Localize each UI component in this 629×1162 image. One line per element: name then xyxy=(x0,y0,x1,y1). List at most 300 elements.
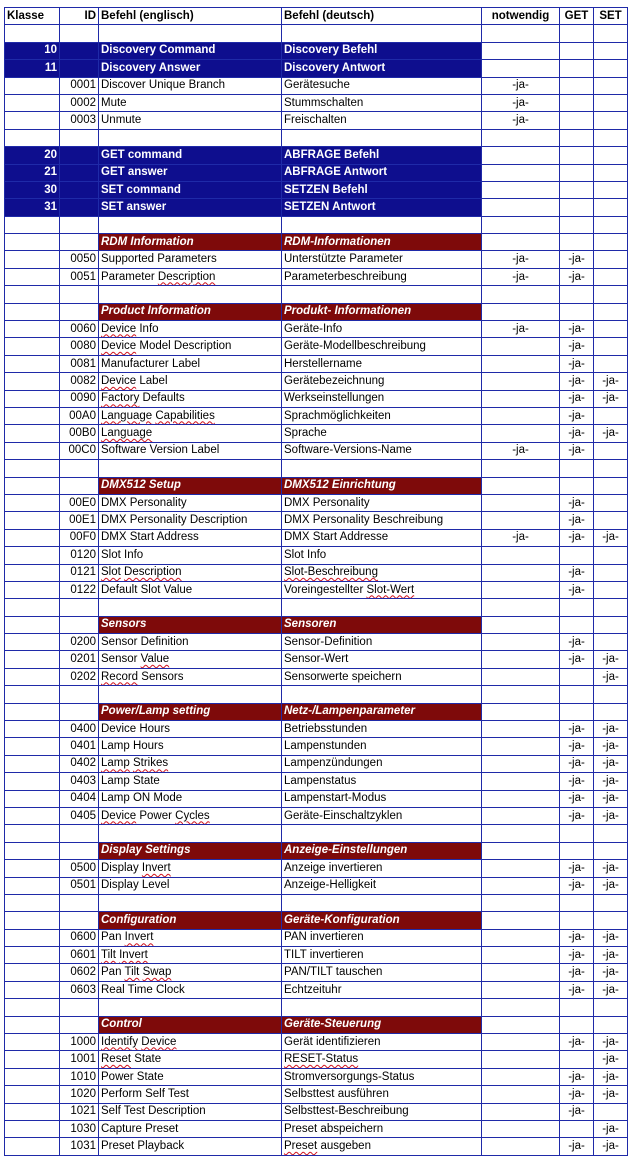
get-cell xyxy=(560,1016,594,1033)
befehl-deutsch-cell: Sensorwerte speichern xyxy=(282,668,482,685)
befehl-deutsch-cell: Geräte-Einschaltzyklen xyxy=(282,807,482,824)
befehl-deutsch-cell xyxy=(282,825,482,842)
befehl-englisch-cell xyxy=(99,686,282,703)
befehl-englisch-cell: Preset Playback xyxy=(99,1138,282,1155)
table-row xyxy=(5,94,628,111)
set-cell xyxy=(594,251,628,268)
notwendig-cell xyxy=(482,512,560,529)
id-cell: 0003 xyxy=(60,112,99,129)
id-cell: 0401 xyxy=(60,738,99,755)
spellcheck-word: Strikes xyxy=(132,757,169,770)
befehl-deutsch-cell: Anzeige-Einstellungen xyxy=(282,842,482,859)
befehl-englisch-cell: Discovery Command xyxy=(99,42,282,59)
spacer-row xyxy=(5,286,628,303)
set-cell: -ja- xyxy=(594,1138,628,1155)
notwendig-cell xyxy=(482,147,560,164)
id-cell: 0404 xyxy=(60,790,99,807)
id-cell: 1001 xyxy=(60,1051,99,1068)
get-cell: -ja- xyxy=(560,494,594,511)
id-cell xyxy=(60,147,99,164)
spellcheck-word: Reset xyxy=(101,1053,132,1066)
klasse-cell xyxy=(5,268,60,285)
set-cell xyxy=(594,1103,628,1120)
id-cell: 0050 xyxy=(60,251,99,268)
befehl-englisch-cell: RDM Information xyxy=(99,234,282,251)
befehl-englisch-cell: Device Model Description xyxy=(99,338,282,355)
befehl-englisch-cell xyxy=(99,425,282,442)
befehl-deutsch-cell xyxy=(282,216,482,233)
set-cell: -ja- xyxy=(594,755,628,772)
set-cell: -ja- xyxy=(594,738,628,755)
klasse-cell xyxy=(5,425,60,442)
table-row xyxy=(5,425,628,442)
befehl-englisch-cell xyxy=(99,947,282,964)
befehl-englisch-cell: SET command xyxy=(99,181,282,198)
get-cell xyxy=(560,164,594,181)
get-cell xyxy=(560,25,594,42)
befehl-englisch-cell xyxy=(99,460,282,477)
id-cell: 0200 xyxy=(60,634,99,651)
befehl-deutsch-cell: Selbsttest-Beschreibung xyxy=(282,1103,482,1120)
id-cell: 0403 xyxy=(60,773,99,790)
klasse-cell xyxy=(5,129,60,146)
klasse-cell xyxy=(5,25,60,42)
set-cell: -ja- xyxy=(594,981,628,998)
klasse-cell xyxy=(5,599,60,616)
notwendig-cell xyxy=(482,634,560,651)
table-row xyxy=(5,1034,628,1051)
message-class-row xyxy=(5,42,628,59)
befehl-englisch-cell: DMX Start Address xyxy=(99,529,282,546)
get-cell xyxy=(560,477,594,494)
befehl-englisch-cell: Discovery Answer xyxy=(99,60,282,77)
befehl-deutsch-cell: RDM-Informationen xyxy=(282,234,482,251)
notwendig-cell xyxy=(482,460,560,477)
notwendig-cell xyxy=(482,303,560,320)
id-cell: 0601 xyxy=(60,947,99,964)
klasse-cell xyxy=(5,773,60,790)
table-row xyxy=(5,564,628,581)
id-cell: 1021 xyxy=(60,1103,99,1120)
set-cell xyxy=(594,407,628,424)
notwendig-cell xyxy=(482,755,560,772)
befehl-englisch-cell xyxy=(99,216,282,233)
klasse-cell: 20 xyxy=(5,147,60,164)
befehl-deutsch-cell: Sprachmöglichkeiten xyxy=(282,407,482,424)
get-cell: -ja- xyxy=(560,321,594,338)
befehl-deutsch-cell: Gerätebezeichnung xyxy=(282,373,482,390)
notwendig-cell xyxy=(482,25,560,42)
id-cell: 0603 xyxy=(60,981,99,998)
befehl-englisch-cell: Device Power Cycles xyxy=(99,807,282,824)
spellcheck-word: Language xyxy=(101,427,153,440)
get-cell: -ja- xyxy=(560,251,594,268)
befehl-englisch-cell: Product Information xyxy=(99,303,282,320)
spacer-row xyxy=(5,999,628,1016)
id-cell: 1000 xyxy=(60,1034,99,1051)
befehl-deutsch-cell: Netz-/Lampenparameter xyxy=(282,703,482,720)
befehl-englisch-cell: Sensor Value xyxy=(99,651,282,668)
notwendig-cell xyxy=(482,825,560,842)
klasse-cell xyxy=(5,912,60,929)
set-cell xyxy=(594,338,628,355)
klasse-cell xyxy=(5,1121,60,1138)
klasse-cell xyxy=(5,738,60,755)
klasse-cell xyxy=(5,460,60,477)
set-cell: -ja- xyxy=(594,964,628,981)
get-cell: -ja- xyxy=(560,947,594,964)
header-notwendig: notwendig xyxy=(482,8,560,25)
befehl-englisch-cell: Unmute xyxy=(99,112,282,129)
id-cell xyxy=(60,164,99,181)
get-cell: -ja- xyxy=(560,738,594,755)
notwendig-cell xyxy=(482,338,560,355)
befehl-deutsch-cell: Werkseinstellungen xyxy=(282,390,482,407)
befehl-deutsch-cell: Anzeige invertieren xyxy=(282,860,482,877)
befehl-englisch-cell xyxy=(99,755,282,772)
get-cell: -ja- xyxy=(560,860,594,877)
id-cell: 00A0 xyxy=(60,407,99,424)
spellcheck-word: Device xyxy=(101,322,137,335)
set-cell xyxy=(594,94,628,111)
klasse-cell xyxy=(5,286,60,303)
id-cell: 1010 xyxy=(60,1068,99,1085)
id-cell xyxy=(60,703,99,720)
id-cell: 0001 xyxy=(60,77,99,94)
table-row xyxy=(5,877,628,894)
table-row xyxy=(5,529,628,546)
notwendig-cell xyxy=(482,1016,560,1033)
table-row xyxy=(5,651,628,668)
notwendig-cell: -ja- xyxy=(482,77,560,94)
befehl-deutsch-cell xyxy=(282,894,482,911)
header-get: GET xyxy=(560,8,594,25)
klasse-cell xyxy=(5,564,60,581)
id-cell xyxy=(60,599,99,616)
get-cell xyxy=(560,216,594,233)
id-cell: 0002 xyxy=(60,94,99,111)
table-row xyxy=(5,407,628,424)
notwendig-cell xyxy=(482,547,560,564)
set-cell xyxy=(594,112,628,129)
set-cell xyxy=(594,303,628,320)
befehl-englisch-cell: GET command xyxy=(99,147,282,164)
spellcheck-word: Language xyxy=(101,409,153,422)
table-row xyxy=(5,773,628,790)
notwendig-cell xyxy=(482,1051,560,1068)
set-cell xyxy=(594,355,628,372)
id-cell xyxy=(60,1016,99,1033)
set-cell xyxy=(594,999,628,1016)
klasse-cell xyxy=(5,1086,60,1103)
klasse-cell xyxy=(5,251,60,268)
header-row xyxy=(5,8,628,25)
id-cell: 0051 xyxy=(60,268,99,285)
spellcheck-word: Device xyxy=(101,809,137,822)
notwendig-cell xyxy=(482,60,560,77)
klasse-cell xyxy=(5,112,60,129)
notwendig-cell xyxy=(482,234,560,251)
table-row xyxy=(5,755,628,772)
table-row xyxy=(5,547,628,564)
id-cell xyxy=(60,825,99,842)
set-cell xyxy=(594,25,628,42)
befehl-deutsch-cell: Lampenstart-Modus xyxy=(282,790,482,807)
id-cell xyxy=(60,25,99,42)
notwendig-cell xyxy=(482,616,560,633)
get-cell: -ja- xyxy=(560,807,594,824)
befehl-deutsch-cell: Software-Versions-Name xyxy=(282,442,482,459)
table-row xyxy=(5,929,628,946)
befehl-deutsch-cell: PAN/TILT tauschen xyxy=(282,964,482,981)
notwendig-cell xyxy=(482,42,560,59)
notwendig-cell xyxy=(482,981,560,998)
get-cell: -ja- xyxy=(560,442,594,459)
id-cell xyxy=(60,894,99,911)
notwendig-cell: -ja- xyxy=(482,442,560,459)
befehl-englisch-cell: DMX512 Setup xyxy=(99,477,282,494)
table-row xyxy=(5,738,628,755)
befehl-deutsch-cell: Geräte-Modellbeschreibung xyxy=(282,338,482,355)
id-cell: 0602 xyxy=(60,964,99,981)
befehl-englisch-cell: Software Version Label xyxy=(99,442,282,459)
id-cell xyxy=(60,216,99,233)
notwendig-cell xyxy=(482,686,560,703)
befehl-englisch-cell: Parameter Description xyxy=(99,268,282,285)
notwendig-cell xyxy=(482,181,560,198)
spellcheck-word: Device xyxy=(101,340,137,353)
table-row xyxy=(5,77,628,94)
befehl-deutsch-cell: Lampenzündungen xyxy=(282,755,482,772)
notwendig-cell: -ja- xyxy=(482,321,560,338)
get-cell xyxy=(560,147,594,164)
befehl-deutsch-cell xyxy=(282,564,482,581)
befehl-deutsch-cell: Produkt- Informationen xyxy=(282,303,482,320)
table-row xyxy=(5,355,628,372)
section-header-row xyxy=(5,1016,628,1033)
notwendig-cell xyxy=(482,164,560,181)
befehl-deutsch-cell: Lampenstunden xyxy=(282,738,482,755)
klasse-cell xyxy=(5,442,60,459)
get-cell: -ja- xyxy=(560,1103,594,1120)
id-cell: 0060 xyxy=(60,321,99,338)
befehl-englisch-cell: DMX Personality xyxy=(99,494,282,511)
spellcheck-word: Tilt xyxy=(124,966,140,979)
spellcheck-word: Capabilities xyxy=(155,409,215,422)
get-cell xyxy=(560,234,594,251)
notwendig-cell xyxy=(482,494,560,511)
notwendig-cell xyxy=(482,129,560,146)
notwendig-cell xyxy=(482,721,560,738)
notwendig-cell xyxy=(482,581,560,598)
table-row xyxy=(5,668,628,685)
id-cell: 0600 xyxy=(60,929,99,946)
table-row xyxy=(5,721,628,738)
befehl-englisch-cell: Supported Parameters xyxy=(99,251,282,268)
get-cell: -ja- xyxy=(560,1138,594,1155)
befehl-deutsch-cell: Unterstützte Parameter xyxy=(282,251,482,268)
get-cell: -ja- xyxy=(560,964,594,981)
befehl-deutsch-cell: Discovery Antwort xyxy=(282,60,482,77)
table-row xyxy=(5,251,628,268)
id-cell: 1020 xyxy=(60,1086,99,1103)
id-cell: 00C0 xyxy=(60,442,99,459)
klasse-cell xyxy=(5,790,60,807)
command-table xyxy=(4,7,628,1156)
klasse-cell xyxy=(5,529,60,546)
id-cell xyxy=(60,181,99,198)
table-row xyxy=(5,321,628,338)
spellcheck-word: Slot xyxy=(101,566,121,579)
klasse-cell xyxy=(5,807,60,824)
befehl-deutsch-cell: Geräte-Info xyxy=(282,321,482,338)
klasse-cell: 30 xyxy=(5,181,60,198)
get-cell xyxy=(560,94,594,111)
befehl-deutsch-cell: Echtzeituhr xyxy=(282,981,482,998)
spacer-row xyxy=(5,25,628,42)
befehl-englisch-cell: Reset State xyxy=(99,1051,282,1068)
get-cell: -ja- xyxy=(560,755,594,772)
klasse-cell xyxy=(5,999,60,1016)
befehl-deutsch-cell: Selbsttest ausführen xyxy=(282,1086,482,1103)
klasse-cell xyxy=(5,581,60,598)
set-cell xyxy=(594,129,628,146)
get-cell xyxy=(560,703,594,720)
spellcheck-word: Lamp xyxy=(101,757,130,770)
get-cell xyxy=(560,616,594,633)
klasse-cell xyxy=(5,721,60,738)
header-klasse: Klasse xyxy=(5,8,60,25)
section-header-row xyxy=(5,842,628,859)
id-cell xyxy=(60,999,99,1016)
spellcheck-word: RESET-Status xyxy=(284,1053,359,1066)
notwendig-cell xyxy=(482,199,560,216)
notwendig-cell xyxy=(482,1034,560,1051)
befehl-englisch-cell: Discover Unique Branch xyxy=(99,77,282,94)
set-cell: -ja- xyxy=(594,929,628,946)
set-cell: -ja- xyxy=(594,947,628,964)
get-cell: -ja- xyxy=(560,721,594,738)
set-cell: -ja- xyxy=(594,668,628,685)
spellcheck-word: Record xyxy=(101,670,139,683)
notwendig-cell xyxy=(482,355,560,372)
get-cell xyxy=(560,460,594,477)
id-cell: 0120 xyxy=(60,547,99,564)
get-cell xyxy=(560,547,594,564)
notwendig-cell xyxy=(482,668,560,685)
befehl-englisch-cell: Sensor Definition xyxy=(99,634,282,651)
id-cell xyxy=(60,460,99,477)
klasse-cell: 11 xyxy=(5,60,60,77)
befehl-englisch-cell xyxy=(99,286,282,303)
befehl-deutsch-cell: DMX Personality xyxy=(282,494,482,511)
klasse-cell xyxy=(5,1068,60,1085)
notwendig-cell xyxy=(482,773,560,790)
table-row xyxy=(5,373,628,390)
notwendig-cell xyxy=(482,373,560,390)
klasse-cell xyxy=(5,842,60,859)
notwendig-cell xyxy=(482,947,560,964)
id-cell: 00F0 xyxy=(60,529,99,546)
klasse-cell xyxy=(5,616,60,633)
klasse-cell xyxy=(5,929,60,946)
set-cell: -ja- xyxy=(594,1034,628,1051)
set-cell: -ja- xyxy=(594,390,628,407)
set-cell: -ja- xyxy=(594,773,628,790)
set-cell xyxy=(594,216,628,233)
set-cell: -ja- xyxy=(594,1086,628,1103)
section-header-row xyxy=(5,477,628,494)
set-cell xyxy=(594,181,628,198)
befehl-englisch-cell: Lamp State xyxy=(99,773,282,790)
befehl-deutsch-cell xyxy=(282,460,482,477)
id-cell xyxy=(60,303,99,320)
klasse-cell: 10 xyxy=(5,42,60,59)
id-cell: 0081 xyxy=(60,355,99,372)
get-cell xyxy=(560,999,594,1016)
befehl-deutsch-cell: SETZEN Befehl xyxy=(282,181,482,198)
klasse-cell xyxy=(5,877,60,894)
befehl-englisch-cell: Power State xyxy=(99,1068,282,1085)
befehl-englisch-cell xyxy=(99,1034,282,1051)
befehl-deutsch-cell: TILT invertieren xyxy=(282,947,482,964)
spellcheck-word: Device xyxy=(141,1035,177,1048)
notwendig-cell xyxy=(482,599,560,616)
klasse-cell xyxy=(5,1103,60,1120)
befehl-englisch-cell: SET answer xyxy=(99,199,282,216)
set-cell xyxy=(594,616,628,633)
notwendig-cell: -ja- xyxy=(482,251,560,268)
notwendig-cell: -ja- xyxy=(482,94,560,111)
notwendig-cell xyxy=(482,877,560,894)
id-cell: 00E1 xyxy=(60,512,99,529)
befehl-deutsch-cell xyxy=(282,286,482,303)
table-row xyxy=(5,581,628,598)
befehl-deutsch-cell: Stummschalten xyxy=(282,94,482,111)
befehl-englisch-cell: Mute xyxy=(99,94,282,111)
befehl-deutsch-cell: Slot Info xyxy=(282,547,482,564)
get-cell: -ja- xyxy=(560,1034,594,1051)
set-cell: -ja- xyxy=(594,807,628,824)
befehl-englisch-cell xyxy=(99,825,282,842)
notwendig-cell xyxy=(482,216,560,233)
befehl-englisch-cell xyxy=(99,25,282,42)
set-cell xyxy=(594,703,628,720)
spellcheck-word: Value xyxy=(140,653,170,666)
spacer-row xyxy=(5,686,628,703)
get-cell xyxy=(560,894,594,911)
get-cell: -ja- xyxy=(560,338,594,355)
set-cell xyxy=(594,477,628,494)
befehl-englisch-cell: DMX Personality Description xyxy=(99,512,282,529)
table-row xyxy=(5,390,628,407)
befehl-deutsch-cell xyxy=(282,1051,482,1068)
id-cell: 1030 xyxy=(60,1121,99,1138)
set-cell: -ja- xyxy=(594,721,628,738)
befehl-deutsch-cell xyxy=(282,999,482,1016)
klasse-cell: 21 xyxy=(5,164,60,181)
notwendig-cell xyxy=(482,860,560,877)
id-cell: 0080 xyxy=(60,338,99,355)
id-cell: 0090 xyxy=(60,390,99,407)
notwendig-cell xyxy=(482,1138,560,1155)
spellcheck-word: Device xyxy=(101,374,137,387)
get-cell xyxy=(560,599,594,616)
id-cell xyxy=(60,42,99,59)
set-cell xyxy=(594,494,628,511)
table-row xyxy=(5,1086,628,1103)
get-cell: -ja- xyxy=(560,1086,594,1103)
